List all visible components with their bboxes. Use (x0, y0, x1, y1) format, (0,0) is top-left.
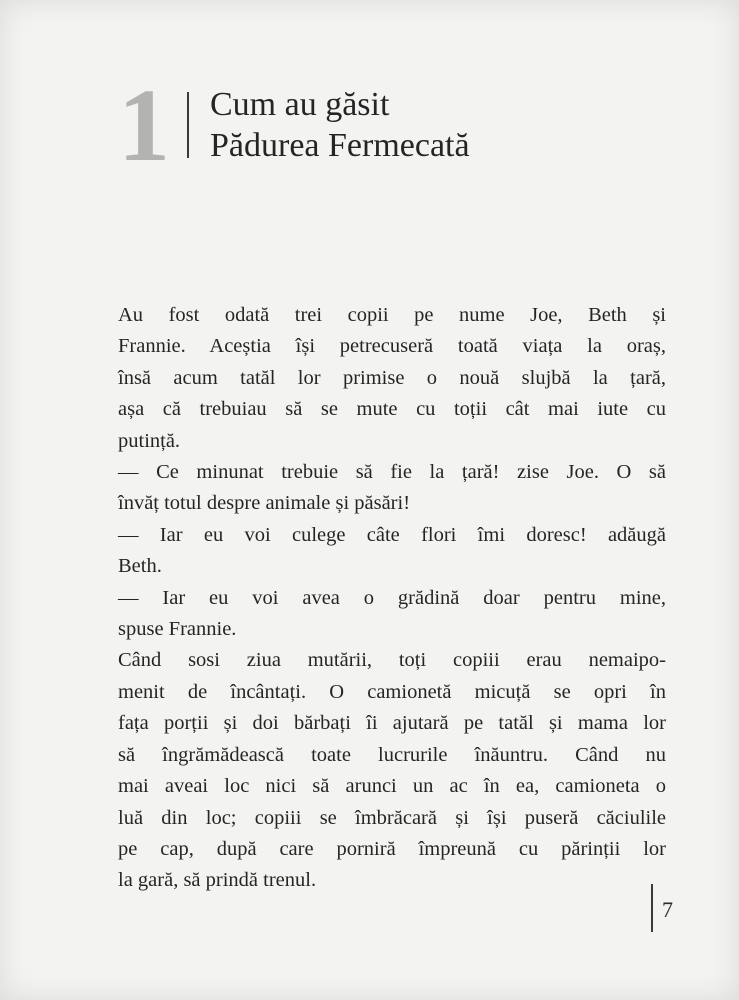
text-line: Au fost odată trei copii pe nume Joe, Beth și (118, 304, 666, 326)
text-line: menit de încântați. O camionetă micuță se opri în (118, 680, 666, 703)
body-text (118, 300, 666, 897)
text-line: — Iar eu voi culege câte flori îmi doresc! adăugă (118, 523, 666, 546)
text-line: așa că trebuiau să se mute cu toții cât mai iute cu (118, 398, 666, 421)
text-line: — Iar eu voi avea o grădină doar pentru mine, (118, 586, 666, 609)
text-line: luă din loc; copiii se îmbrăcară și își puseră căciulile (118, 806, 666, 829)
chapter-divider (187, 92, 189, 158)
chapter-title (210, 84, 650, 166)
text-line: spuse Frannie. (118, 618, 237, 641)
text-line: Frannie. Aceștia își petrecuseră toată viața la oraș, (118, 335, 666, 358)
text-line: Când sosi ziua mutării, toți copiii erau nemaipo- (118, 649, 666, 672)
chapter-number: 1 (118, 68, 168, 183)
text-line: învăț totul despre animale și păsări! (118, 492, 411, 515)
text-line: putință. (118, 429, 181, 452)
page-number-rule (651, 884, 653, 932)
text-line: la gară, să prindă trenul. (118, 869, 317, 892)
text-line: — Ce minunat trebuie să fie la țară! zise Joe. O să (118, 461, 666, 484)
text-line: să îngrămădească toate lucrurile înăuntru. Când nu (118, 743, 666, 766)
chapter-title-line: Cum au găsit (210, 86, 390, 123)
text-line: însă acum tatăl lor primise o nouă slujbă la țară, (118, 366, 666, 389)
page-number: 7 (662, 897, 673, 922)
text-line: Beth. (118, 555, 162, 578)
text-line: mai aveai loc nici să arunci un ac în ea, camioneta o (118, 775, 666, 798)
chapter-title-line: Pădurea Fermecată (210, 127, 470, 164)
text-line: pe cap, după care porniră împreună cu părinții lor (118, 837, 666, 860)
text-line: fața porții și doi bărbați îi ajutară pe tatăl și mama lor (118, 712, 666, 735)
